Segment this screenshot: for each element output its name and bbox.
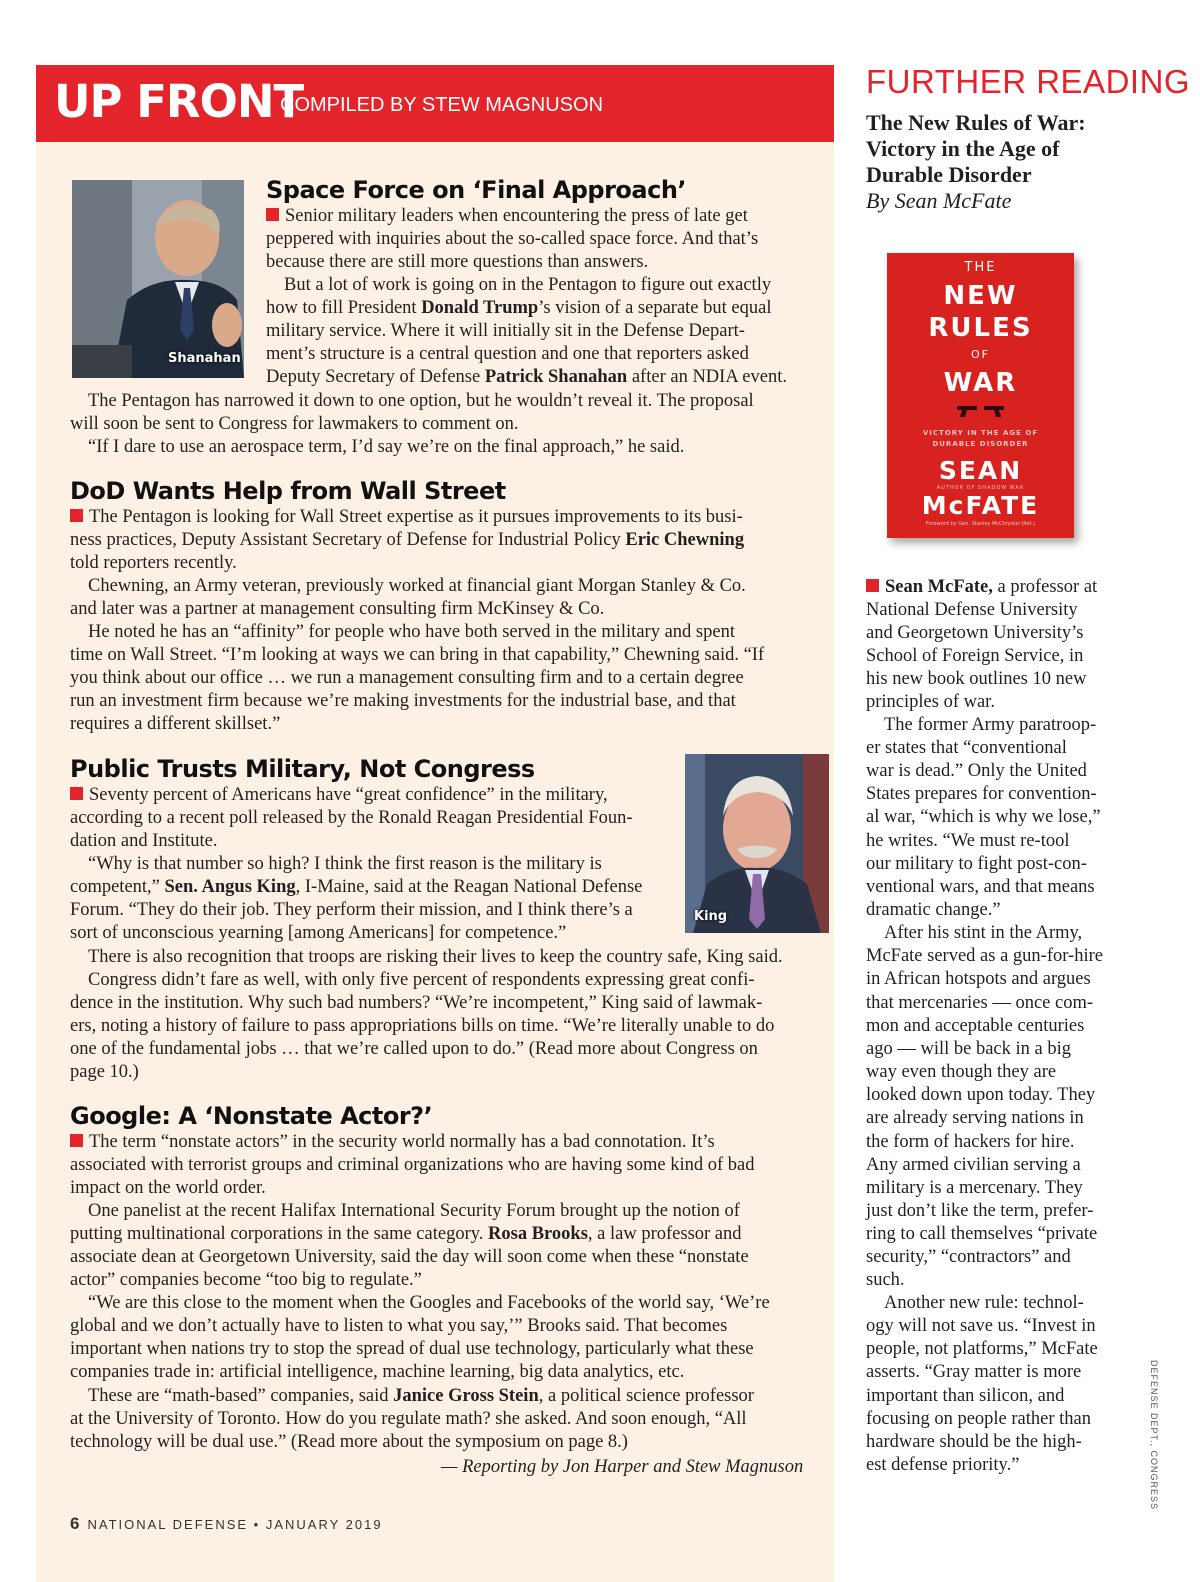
article-headline: Public Trusts Military, Not Congress [70, 755, 535, 783]
sidebar-line: The former Army paratroop- [884, 715, 1097, 735]
article-line: The Pentagon is looking for Wall Street expertise as it pursues improvements to its busi- [70, 506, 743, 529]
bullet-square-icon [70, 1134, 83, 1147]
person-name: Sen. Angus King [164, 877, 296, 897]
book-title-line: The New Rules of War: [866, 110, 1086, 135]
article-line: dence in the institution. Why such bad numbers? “We’re incompetent,” King said of lawmak- [70, 993, 763, 1013]
article-line: according to a recent poll released by the Ronald Reagan Presidential Foun- [70, 808, 633, 828]
article-line: Deputy Secretary of Defense Patrick Shanahan after an NDIA event. [266, 367, 787, 387]
sidebar-line: After his stint in the Army, [884, 923, 1083, 943]
sidebar-line: in African hotspots and argues [866, 969, 1091, 989]
article-headline: DoD Wants Help from Wall Street [70, 477, 506, 505]
article-line: “We are this close to the moment when the Googles and Facebooks of the world say, ‘We’re [88, 1293, 770, 1313]
sidebar-line: the form of hackers for hire. [866, 1132, 1075, 1152]
king-photo [685, 754, 829, 933]
further-reading-label: FURTHER READING [866, 63, 1191, 100]
article-line: Seventy percent of Americans have “great confidence” in the military, [70, 784, 608, 807]
page-number: 6 [70, 1514, 80, 1533]
page-footer [70, 1514, 383, 1534]
article-line: ers, noting a history of failure to pass appropriations bills on time. “We’re literally unable to do [70, 1016, 775, 1036]
book-title-line: Durable Disorder [866, 162, 1032, 187]
cover-text: AUTHOR OF SHADOW WAR [936, 485, 1025, 491]
article-line: at the University of Toronto. How do you regulate math? she asked. And soon enough, “All [70, 1409, 747, 1429]
article-line: But a lot of work is going on in the Pentagon to figure out exactly [284, 275, 772, 295]
article-line: actor” companies become “too big to regulate.” [70, 1270, 422, 1290]
sidebar-line: Another new rule: technol- [884, 1293, 1084, 1313]
cover-text: VICTORY IN THE AGE OF [922, 429, 1039, 437]
sidebar-line: dramatic change.” [866, 900, 1001, 920]
bullet-square-icon [70, 787, 83, 800]
sidebar-line: war is dead.” Only the United [866, 761, 1087, 781]
photo-credit: DEFENSE DEPT., CONGRESS [1149, 1360, 1159, 1511]
article-line: One panelist at the recent Halifax International Security Forum brought up the notion of [88, 1201, 740, 1221]
article-line: how to fill President Donald Trump’s vision of a separate but equal [266, 298, 772, 318]
sidebar-line: asserts. “Gray matter is more [866, 1362, 1082, 1382]
article-line: page 10.) [70, 1062, 139, 1082]
article-line: Chewning, an Army veteran, previously worked at financial giant Morgan Stanley & Co. [88, 576, 746, 596]
sidebar-line: are already serving nations in [866, 1108, 1084, 1128]
sidebar-line: he writes. “We must re-tool [866, 831, 1070, 851]
article-line: time on Wall Street. “I’m looking at ways we can bring in that capability,” Chewning said. “If [70, 645, 765, 665]
article-line: important when nations try to stop the spread of dual use technology, particularly what these [70, 1339, 754, 1359]
article-line: peppered with inquiries about the so-called space force. And that’s [266, 229, 759, 249]
article-signoff: — Reporting by Jon Harper and Stew Magnuson [441, 1457, 804, 1477]
section-byline: COMPILED BY STEW MAGNUSON [280, 94, 604, 116]
article-line: The Pentagon has narrowed it down to one option, but he wouldn’t reveal it. The proposal [88, 391, 754, 411]
sidebar-line: est defense priority.” [866, 1455, 1020, 1475]
sidebar-line: mon and acceptable centuries [866, 1016, 1085, 1036]
person-photo-illustration [72, 180, 244, 378]
sidebar-line: Sean McFate, a professor at [866, 576, 1097, 599]
section-banner [36, 65, 834, 142]
person-photo-illustration [685, 754, 829, 933]
cover-text: SEAN [938, 456, 1023, 485]
person-name: Eric Chewning [625, 530, 745, 550]
sidebar-line: School of Foreign Service, in [866, 646, 1084, 666]
article-line: “If I dare to use an aerospace term, I’d say we’re on the final approach,” he said. [88, 437, 685, 457]
sidebar-line: and Georgetown University’s [866, 623, 1084, 643]
sidebar-line: er states that “conventional [866, 738, 1067, 758]
article-line: companies trade in: artificial intelligence, machine learning, big data analytics, etc. [70, 1362, 685, 1382]
sidebar-line: looked down upon today. They [866, 1085, 1096, 1105]
article-line: Forum. “They do their job. They perform their mission, and I think there’s a [70, 900, 633, 920]
article-line: putting multinational corporations in the same category. Rosa Brooks, a law professor and [70, 1224, 742, 1244]
article-line: There is also recognition that troops are risking their lives to keep the country safe, King said. [88, 947, 783, 967]
sidebar-line: hardware should be the high- [866, 1432, 1082, 1452]
sidebar-line: ogy will not save us. “Invest in [866, 1316, 1096, 1336]
article-line: and later was a partner at management consulting firm McKinsey & Co. [70, 599, 605, 619]
article-line: Congress didn’t fare as well, with only five percent of respondents expressing great confi- [88, 970, 755, 990]
person-name: Patrick Shanahan [484, 367, 628, 387]
cover-text: Foreword by Gen. Stanley McChrystal (Ret.) [925, 521, 1036, 527]
sidebar-line: our military to fight post-con- [866, 854, 1087, 874]
sidebar-line: such. [866, 1270, 905, 1290]
sidebar-line: States prepares for convention- [866, 784, 1097, 804]
article-line: one of the fundamental jobs … that we’re called upon to do.” (Read more about Congress on [70, 1039, 758, 1059]
article-line: “Why is that number so high? I think the first reason is the military is [88, 854, 602, 874]
article-line: The term “nonstate actors” in the security world normally has a bad connotation. It’s [70, 1131, 715, 1154]
sidebar-line: National Defense University [866, 600, 1078, 620]
article-headline: Space Force on ‘Final Approach’ [266, 176, 687, 204]
sidebar-line: security,” “contractors” and [866, 1247, 1071, 1267]
article-line: ness practices, Deputy Assistant Secretary of Defense for Industrial Policy Eric Chewning [70, 530, 745, 550]
article-line: sort of unconscious yearning [among Americans] for competence.” [70, 923, 567, 943]
person-name: Rosa Brooks [488, 1224, 588, 1244]
article-line: global and we don’t actually have to listen to what you say,’” Brooks said. That becomes [70, 1316, 728, 1336]
bullet-square-icon [70, 509, 83, 522]
article-line: He noted he has an “affinity” for people who have both served in the military and spent [88, 622, 735, 642]
person-name: Donald Trump [421, 298, 539, 318]
cover-text: WAR [943, 368, 1018, 398]
sidebar-line: military is a mercenary. They [866, 1178, 1083, 1198]
sidebar-line: ventional wars, and that means [866, 877, 1095, 897]
person-name: Janice Gross Stein [393, 1386, 539, 1406]
sidebar-line: people, not platforms,” McFate [866, 1339, 1098, 1359]
photo-caption: Shanahan [168, 351, 241, 366]
article-line: military service. Where it will initially sit in the Defense Depart- [266, 321, 745, 341]
article-headline: Google: A ‘Nonstate Actor?’ [70, 1102, 433, 1130]
person-name: Sean McFate, [885, 577, 993, 597]
book-author: By Sean McFate [866, 188, 1012, 213]
sidebar-line: just don’t like the term, prefer- [866, 1201, 1094, 1221]
sidebar-line: ago — will be back in a big [866, 1039, 1071, 1059]
sidebar-line: his new book outlines 10 new [866, 669, 1087, 689]
bullet-square-icon [866, 579, 879, 592]
article-line: associate dean at Georgetown University, said the day will soon come when these “nonstate [70, 1247, 749, 1267]
article-line: associated with terrorist groups and criminal organizations who are having some kind of bad [70, 1155, 755, 1175]
article-line: run an investment firm because we’re making investments for the industrial base, and that [70, 691, 736, 711]
sidebar-line: focusing on people rather than [866, 1409, 1092, 1429]
photo-caption: King [694, 909, 728, 924]
article-line: competent,” Sen. Angus King, I-Maine, said at the Reagan National Defense [70, 877, 643, 897]
sidebar-line: important than silicon, and [866, 1386, 1065, 1406]
sidebar-line: Any armed civilian serving a [866, 1155, 1081, 1175]
article-line: told reporters recently. [70, 553, 237, 573]
sidebar-line: way even though they are [866, 1062, 1057, 1082]
book-cover-image [887, 253, 1074, 538]
cover-text: NEW [943, 281, 1018, 311]
cover-text: McFATE [921, 491, 1040, 520]
sidebar-line: al war, “which is why we lose,” [866, 807, 1101, 827]
bullet-square-icon [266, 208, 279, 221]
article-line: technology will be dual use.” (Read more about the symposium on page 8.) [70, 1432, 628, 1452]
article-line: Senior military leaders when encountering the press of late get [266, 205, 748, 228]
article-line: These are “math-based” companies, said Janice Gross Stein, a political science professor [88, 1386, 754, 1406]
article-line: requires a different skillset.” [70, 714, 281, 734]
cover-text: OF [971, 348, 990, 361]
article-line: you think about our office … we run a management consulting firm and to a certain degree [70, 668, 744, 688]
book-title-line: Victory in the Age of [866, 136, 1060, 161]
section-title: UP FRONT [54, 75, 304, 128]
sidebar-line: principles of war. [866, 692, 995, 712]
sidebar-line: that mercenaries — once com- [866, 993, 1094, 1013]
pistols-icon [887, 403, 1074, 419]
article-line: will soon be sent to Congress for lawmakers to comment on. [70, 414, 519, 434]
article-line: dation and Institute. [70, 831, 218, 851]
shanahan-photo [72, 180, 244, 378]
article-line: impact on the world order. [70, 1178, 266, 1198]
publication-line: NATIONAL DEFENSE • JANUARY 2019 [87, 1517, 383, 1532]
article-line: because there are still more questions than answers. [266, 252, 649, 272]
cover-text: RULES [928, 313, 1033, 343]
cover-text: THE [964, 260, 997, 275]
sidebar-line: McFate served as a gun-for-hire [866, 946, 1103, 966]
sidebar-line: ring to call themselves “private [866, 1224, 1098, 1244]
cover-text: DURABLE DISORDER [932, 440, 1029, 448]
article-line: ment’s structure is a central question and one that reporters asked [266, 344, 749, 364]
